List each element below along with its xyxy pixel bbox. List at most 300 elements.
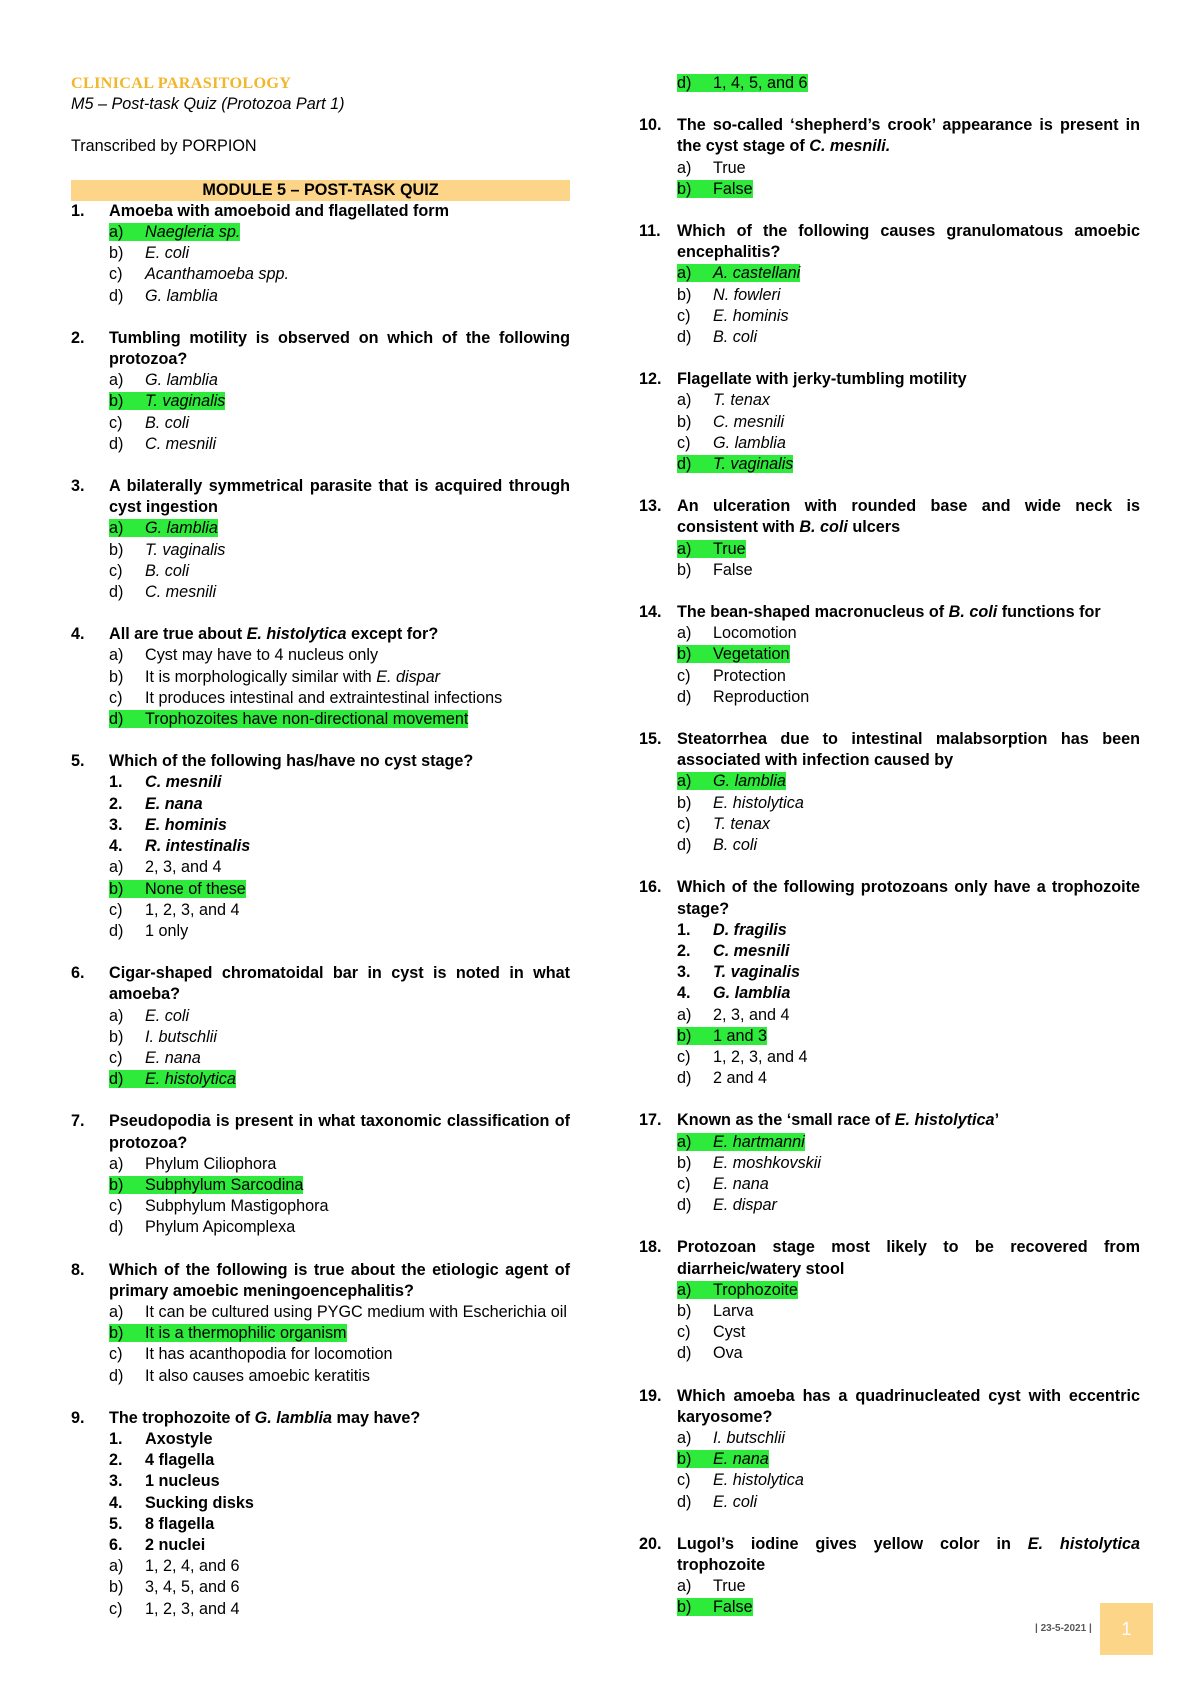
option-text-wrap [145,243,570,264]
option-text-wrap [713,306,1140,327]
option-label: a) [677,1005,692,1024]
option-label: b) [109,1175,124,1194]
question-item [639,602,1140,708]
question-number: 13. [639,497,662,516]
option-text: C. mesnili [145,583,217,602]
question-text [677,369,1140,390]
option-text: Cyst may have to 4 nucleus only [145,646,379,665]
question-text-part: Which of the following causes granulomatous amoebic encephalitis? [677,222,1140,262]
option-text: It can be cultured using PYGC medium with Escherichia oil [145,1302,567,1321]
question-text-part: All are true about [109,625,247,644]
option-label: a) [677,264,692,283]
option-text: False [713,179,753,198]
answer-option [639,1153,1140,1174]
answer-option [639,285,1140,306]
option-wrap [677,179,1140,200]
option-text-wrap [713,1195,1140,1216]
question-number: 5. [71,752,85,771]
answer-option [639,1174,1140,1195]
question-text-part: ulcers [847,518,901,537]
correct-answer-highlight [677,455,793,473]
answer-option [639,560,1140,581]
question-number: 2. [71,328,85,347]
question-number: 20. [639,1534,662,1553]
question-stem [71,1260,570,1302]
option-label: d) [677,74,692,92]
question-stem [639,1237,1140,1279]
left-column [71,73,570,1620]
option-label: c) [109,1197,123,1216]
correct-answer-highlight [109,710,468,728]
question-text-part: functions for [997,603,1101,622]
numbered-choice [639,983,1140,1004]
answer-option [639,1343,1140,1364]
question-text-part: Which of the following protozoans only have a trophozoite stage? [677,878,1140,918]
option-text: Trophozoites have non-directional movement [145,710,469,729]
question-stem [639,1386,1140,1428]
answer-option-correct [71,518,570,539]
option-wrap [109,879,570,900]
option-wrap [109,1069,570,1090]
option-text: True [713,539,746,558]
answer-option [639,1005,1140,1026]
question-number: 11. [639,222,661,241]
option-label: c) [109,1345,123,1364]
question-text-part: E. histolytica [1027,1534,1140,1553]
option-text-wrap [145,413,570,434]
option-label: d) [109,1070,124,1089]
option-label: b) [109,244,124,263]
option-text-wrap [145,540,570,561]
answer-option [71,1599,570,1620]
correct-answer-highlight [109,519,218,537]
option-text: T. vaginalis [145,392,226,411]
question-text [677,602,1140,623]
option-text-wrap [713,560,1140,581]
option-label: a) [677,624,692,643]
option-text: E. histolytica [713,1471,804,1490]
answer-option-correct [639,263,1140,284]
question-item [639,729,1140,856]
question-text-part: Amoeba with amoeboid and flagellated form [109,201,449,220]
right-question-list [639,73,1140,1619]
option-text-wrap [145,561,570,582]
course-title: CLINICAL PARASITOLOGY [71,74,292,92]
option-text: It produces intestinal and extraintestinal infections [145,688,503,707]
option-text-wrap [713,793,1140,814]
answer-option [639,1322,1140,1343]
answer-option-correct [71,709,570,730]
option-wrap [677,1280,1140,1301]
answer-option [639,1576,1140,1597]
numbered-choice [71,772,570,793]
option-text-wrap [713,1576,1140,1597]
question-number: 8. [71,1260,85,1279]
answer-option [639,390,1140,411]
option-label: a) [677,1132,692,1151]
answer-option [71,1302,570,1323]
question-stem [71,328,570,370]
answer-option [639,1195,1140,1216]
option-label: a) [677,158,692,177]
question-text [677,115,1140,157]
question-text [677,1534,1140,1576]
option-text-wrap [713,687,1140,708]
numbered-choice [71,836,570,857]
question-text-part: Cigar-shaped chromatoidal bar in cyst is noted in what amoeba? [109,964,570,1004]
choice-number: 5. [109,1514,123,1533]
correct-answer-highlight [109,223,240,241]
question-stem [639,221,1140,263]
option-text: Phylum Ciliophora [145,1154,277,1173]
module-title-bar: MODULE 5 – POST-TASK QUIZ [71,180,570,201]
option-label: b) [109,1324,124,1343]
option-text-wrap [713,158,1140,179]
option-text-wrap [145,1154,570,1175]
question-text [677,877,1140,919]
option-label: a) [677,391,692,410]
numbered-choice [639,962,1140,983]
question-number: 15. [639,730,662,749]
correct-answer-highlight [677,74,808,92]
option-text-wrap [145,370,570,391]
option-text: 2, 3, and 4 [713,1005,790,1024]
option-label: c) [677,1174,691,1193]
option-label: b) [677,793,692,812]
option-label: d) [677,836,692,855]
option-text-wrap [713,1047,1140,1068]
answer-option [71,1577,570,1598]
option-text: Ova [713,1344,743,1363]
option-wrap [109,709,570,730]
choice-text [145,815,570,836]
option-label: c) [677,1471,691,1490]
option-label: b) [677,560,692,579]
right-column [639,73,1140,1619]
answer-option [71,921,570,942]
answer-option [639,158,1140,179]
option-text-italic: E. dispar [376,667,441,686]
answer-option [639,1492,1140,1513]
question-stem [71,1408,570,1429]
option-label: c) [677,433,691,452]
option-text: G. lamblia [145,371,218,390]
option-text-wrap [145,286,570,307]
option-text: It also causes amoebic keratitis [145,1366,370,1385]
option-label: b) [677,1153,692,1172]
option-text-wrap [145,1302,570,1323]
question-number: 17. [639,1111,662,1130]
question-text-part: Which of the following has/have no cyst stage? [109,752,474,771]
option-text-wrap [145,582,570,603]
question-stem [639,496,1140,538]
answer-option [639,1470,1140,1491]
option-text: 3, 4, 5, and 6 [145,1578,240,1597]
option-label: a) [109,646,124,665]
option-label: b) [109,1578,124,1597]
choice-number: 4. [109,837,123,856]
answer-option [71,1556,570,1577]
option-text-wrap [713,1492,1140,1513]
option-text: Subphylum Sarcodina [145,1175,304,1194]
option-text: E. coli [145,1006,190,1025]
option-label: b) [677,179,692,198]
question-text-part: E. histolytica [246,625,347,644]
option-label: a) [677,1280,692,1299]
option-wrap [109,1175,570,1196]
choice-number: 4. [109,1493,123,1512]
numbered-choice [71,815,570,836]
option-text-wrap [713,1470,1140,1491]
option-wrap [677,263,1140,284]
correct-answer-highlight [677,180,753,198]
option-text: T. vaginalis [145,540,226,559]
option-label: c) [109,688,123,707]
choice-text [713,920,1140,941]
option-label: b) [109,879,124,898]
question-text [109,624,570,645]
option-text-wrap [713,1343,1140,1364]
question-text [109,201,570,222]
answer-option-correct [639,1026,1140,1047]
option-text-wrap [145,921,570,942]
choice-text-value: 8 flagella [145,1514,215,1533]
option-label: a) [677,1428,692,1447]
option-label: c) [109,1599,123,1618]
choice-text-value: G. lamblia [713,984,791,1003]
choice-text-value: 2 nuclei [145,1535,206,1554]
question-stem [71,476,570,518]
option-label: c) [677,1323,691,1342]
question-text [109,963,570,1005]
option-wrap [677,1026,1140,1047]
option-text: E. coli [713,1492,758,1511]
option-text: G. lamblia [713,433,786,452]
option-text: E. nana [713,1174,769,1193]
question-text-part: A bilaterally symmetrical parasite that is acquired through cyst ingestion [109,477,570,517]
option-label: a) [677,1577,692,1596]
question-number: 19. [639,1386,662,1405]
answer-option [71,1154,570,1175]
option-text-wrap [713,814,1140,835]
question-text-part: Pseudopodia is present in what taxonomic classification of protozoa? [109,1112,570,1152]
option-label: a) [109,1557,124,1576]
question-number: 12. [639,370,662,389]
question-text [677,496,1140,538]
option-text: G. lamblia [145,286,218,305]
question-item [71,328,570,455]
answer-option [71,370,570,391]
question-stem [639,1534,1140,1576]
option-text: G. lamblia [713,772,786,791]
option-text: T. tenax [713,391,770,410]
option-text: 1, 2, 3, and 4 [145,900,240,919]
option-label: d) [677,1196,692,1215]
choice-text [145,1450,570,1471]
option-text-wrap [145,1599,570,1620]
answer-option-correct [639,73,1140,94]
answer-option-correct [639,1132,1140,1153]
option-text: B. coli [145,561,190,580]
choice-text [145,1429,570,1450]
option-text: B. coli [713,836,758,855]
answer-option-correct [639,454,1140,475]
correct-answer-highlight [677,772,786,790]
answer-option [71,667,570,688]
page-number: 1 [1121,1618,1132,1639]
numbered-choice [71,1429,570,1450]
option-text: E. coli [145,244,190,263]
option-label: c) [109,265,123,284]
option-label: a) [109,223,124,242]
option-label: d) [109,286,124,305]
option-label: d) [677,1492,692,1511]
answer-option [639,814,1140,835]
question-text [109,1408,570,1429]
option-text-wrap [145,1344,570,1365]
choice-text [145,772,570,793]
question-item [639,877,1140,1089]
answer-option [639,327,1140,348]
option-text: B. coli [713,328,758,347]
option-text: 1, 2, 3, and 4 [145,1599,240,1618]
option-text: False [713,1598,753,1617]
footer-date: | 23-5-2021 | [1035,1623,1092,1634]
question-text-part: Tumbling motility is observed on which of the following protozoa? [109,328,570,369]
correct-answer-highlight [677,1027,767,1045]
question-stem [639,115,1140,157]
option-wrap [677,1449,1140,1470]
answer-option-correct [71,879,570,900]
answer-option-correct [71,391,570,412]
choice-number: 6. [109,1535,123,1554]
choice-text [713,962,1140,983]
option-text: Acanthamoeba spp. [145,265,289,284]
option-label: a) [109,371,124,390]
option-text: It has acanthopodia for locomotion [145,1345,393,1364]
choice-text [145,1471,570,1492]
answer-option [71,540,570,561]
option-text: Subphylum Mastigophora [145,1197,329,1216]
option-label: c) [677,1047,691,1066]
option-label: b) [109,540,124,559]
question-text-part: C. mesnili. [809,137,891,156]
numbered-choice [71,1514,570,1535]
option-text: 1 only [145,921,189,940]
question-number: 1. [71,201,85,220]
option-label: a) [109,1154,124,1173]
answer-option [71,582,570,603]
option-text-wrap [713,1174,1140,1195]
answer-option-correct [639,1449,1140,1470]
question-item [639,1237,1140,1364]
correct-answer-highlight [677,645,790,663]
option-label: c) [109,561,123,580]
answer-option [639,793,1140,814]
option-text: A. castellani [713,264,801,283]
option-text: C. mesnili [713,412,785,431]
question-item [639,369,1140,475]
answer-option [71,1196,570,1217]
option-wrap [677,539,1140,560]
option-text: T. tenax [713,814,770,833]
choice-text [145,1514,570,1535]
correct-answer-highlight [109,880,246,898]
option-text-wrap [713,412,1140,433]
question-text-part: except for? [346,625,439,644]
choice-text [145,836,570,857]
question-item [639,1110,1140,1216]
choice-text [145,1493,570,1514]
document-subtitle: M5 – Post-task Quiz (Protozoa Part 1) [71,95,345,114]
question-text [109,751,570,772]
question-text-part: An ulceration with rounded base and wide neck is consistent with [677,497,1140,537]
correct-answer-highlight [109,1324,347,1342]
question-text [109,1260,570,1302]
question-stem [639,877,1140,919]
answer-option [639,433,1140,454]
choice-number: 1. [109,1429,123,1448]
option-text: C. mesnili [145,434,217,453]
choice-text [145,1535,570,1556]
choice-number: 1. [677,920,691,939]
option-text: It is a thermophilic organism [145,1324,347,1343]
choice-text-value: T. vaginalis [713,963,800,982]
choice-text-value: E. hominis [145,815,227,834]
answer-option [71,413,570,434]
choice-text [145,794,570,815]
choice-text-value: E. nana [145,794,203,813]
option-text-wrap [145,1027,570,1048]
answer-option [71,857,570,878]
correct-answer-highlight [677,264,800,282]
page-number-box [1100,1603,1153,1655]
answer-option-correct [71,1323,570,1344]
option-text: Phylum Apicomplexa [145,1218,296,1237]
option-label: c) [109,413,123,432]
answer-option [71,1344,570,1365]
choice-number: 2. [677,941,691,960]
answer-option [639,306,1140,327]
option-wrap [677,771,1140,792]
correct-answer-highlight [677,1598,753,1616]
option-text: Locomotion [713,624,797,643]
answer-option-correct [639,644,1140,665]
numbered-choice [71,1450,570,1471]
answer-option [639,835,1140,856]
question-text-part: The bean-shaped macronucleus of [677,603,949,622]
option-text: Larva [713,1301,754,1320]
option-label: b) [677,285,692,304]
answer-option [639,412,1140,433]
option-label: d) [109,710,124,729]
answer-option [71,243,570,264]
answer-option-correct [639,539,1140,560]
option-text: G. lamblia [145,519,218,538]
option-text: E. dispar [713,1196,777,1215]
option-text-wrap [713,1428,1140,1449]
option-label: a) [677,539,692,558]
option-wrap [109,1323,570,1344]
option-text: E. hominis [713,306,789,325]
question-item [71,963,570,1090]
choice-number: 3. [109,815,123,834]
question-text [677,1386,1140,1428]
option-text-wrap [713,666,1140,687]
question-text-part: B. coli [948,603,998,622]
choice-number: 4. [677,984,691,1003]
correct-answer-highlight [677,1133,805,1151]
